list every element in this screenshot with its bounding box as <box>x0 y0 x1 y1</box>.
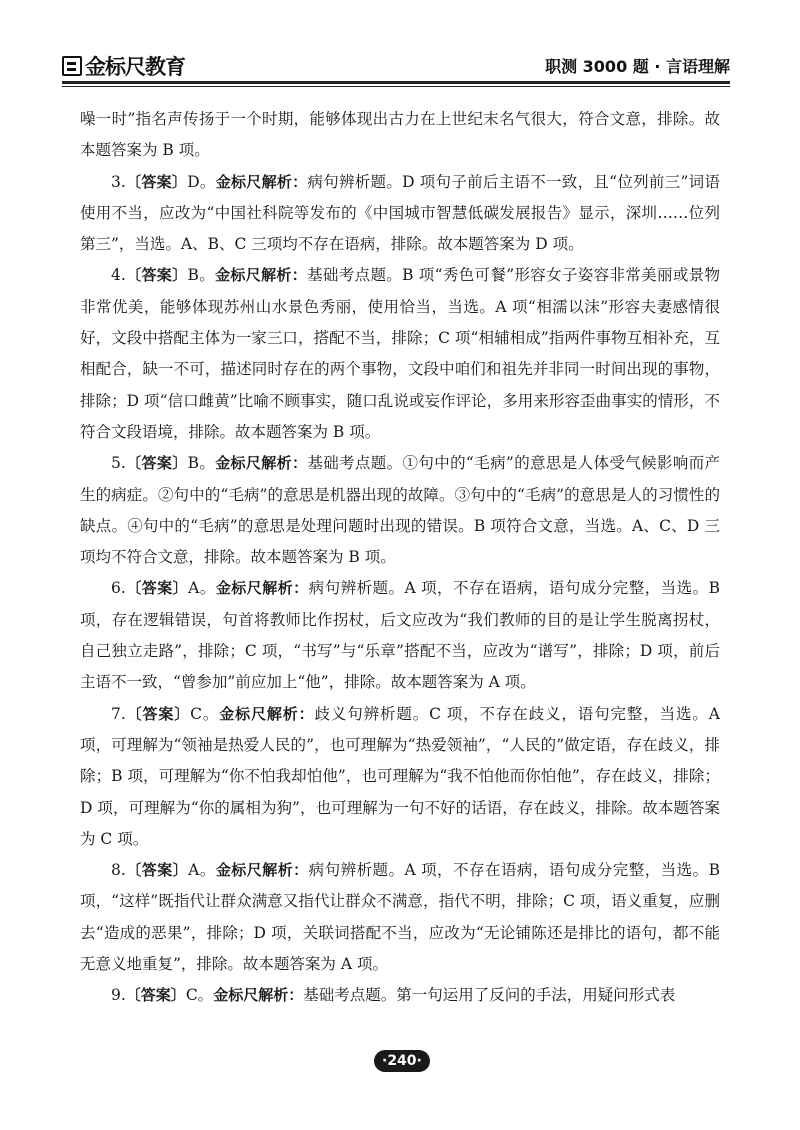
analysis-text: 病句辨析题。D 项句子前后主语不一致，且“位列前三”词语使用不当，应改为“中国社科院等发布的《中国城市智慧低碳发展报告》显示，深圳……位列第三”，当选。A、B、C 三项均不存在语病，排除。故本题答案为 D 项。 <box>80 172 720 254</box>
analysis-label: 金标尺解析： <box>215 266 308 285</box>
header-rule-thin <box>62 86 730 87</box>
answer-item-8 <box>80 855 720 980</box>
answer-letter: C。 <box>190 704 220 723</box>
item-number: 4. <box>111 266 126 285</box>
answer-tag: 〔答案〕 <box>125 861 189 880</box>
publisher-logo <box>62 51 185 81</box>
analysis-text: 病句辨析题。A 项，不存在语病，语句成分完整，当选。B 项，存在逻辑错误，句首将教师比作拐杖，后文应改为“我们教师的目的是让学生脱离拐杖，自己独立走路”，排除；C 项，“书写”与“乐章”搭配不当，应改为“谱写”，排除；D 项，前后主语不一致，“曾参加”前应加上“他”，排除。故本题答案为 A 项。 <box>80 579 720 692</box>
analysis-label: 金标尺解析： <box>215 454 308 473</box>
header-rule <box>62 81 730 84</box>
answer-letter: A。 <box>188 579 216 598</box>
answer-item-5 <box>80 448 720 573</box>
continued-paragraph: 噪一时”指名声传扬于一个时期，能够体现出古力在上世纪末名气很大，符合文意，排除。故本题答案为 B 项。 <box>80 110 720 160</box>
answer-letter: D。 <box>187 172 216 191</box>
answer-letter: C。 <box>185 986 214 1005</box>
answer-item-9 <box>80 980 720 1011</box>
answer-item-7 <box>80 699 720 855</box>
logo-text: 金标尺教育 <box>85 55 185 79</box>
analysis-label: 金标尺解析： <box>219 704 315 723</box>
item-number: 5. <box>111 454 126 473</box>
logo-mark-icon <box>62 56 82 76</box>
answer-letter: B。 <box>187 454 216 473</box>
answer-tag: 〔答案〕 <box>125 986 186 1005</box>
item-number: 6. <box>111 579 126 598</box>
analysis-label: 金标尺解析： <box>213 986 304 1005</box>
answer-tag: 〔答案〕 <box>125 454 188 473</box>
answer-tag: 〔答案〕 <box>125 266 188 285</box>
analysis-label: 金标尺解析： <box>215 172 308 191</box>
answer-tag: 〔答案〕 <box>125 172 188 191</box>
analysis-text: 歧义句辨析题。C 项，不存在歧义，语句完整，当选。A 项，可理解为“领袖是热爱人民的”，也可理解为“热爱领袖”，“人民的”做定语，存在歧义，排除；B 项，可理解为“你不怕我却怕他”，也可理解为“我不怕他而你怕他”，存在歧义，排除；D 项，可理解为“你的属相为狗”，也可理解为一句不好的话语，存在歧义，排除。故本题答案为 C 项。 <box>80 704 720 848</box>
answer-item-4 <box>80 260 720 448</box>
answer-tag: 〔答案〕 <box>125 579 189 598</box>
analysis-text: 基础考点题。①句中的“毛病”的意思是人体受气候影响而产生的病症。②句中的“毛病”的意思是机器出现的故障。③句中的“毛病”的意思是人的习惯性的缺点。④句中的“毛病”的意思是处理问题时出现的错误。B 项符合文意，当选。A、C、D 三项均不符合文意，排除。故本题答案为 B 项。 <box>80 454 720 567</box>
item-number: 8. <box>111 861 126 880</box>
analysis-label: 金标尺解析： <box>215 579 309 598</box>
item-number: 3. <box>111 172 126 191</box>
page-number: ·240· <box>374 1050 430 1072</box>
analysis-text: 病句辨析题。A 项，不存在语病，语句成分完整，当选。B 项，“这样”既指代让群众满意又指代让群众不满意，指代不明，排除；C 项，语义重复，应删去“造成的恶果”，排除；D 项，关联词搭配不当，应改为“无论铺陈还是排比的语句，都不能无意义地重复”，排除。故本题答案为 A 项。 <box>80 861 720 974</box>
answer-item-6 <box>80 573 720 698</box>
analysis-label: 金标尺解析： <box>215 861 309 880</box>
answer-letter: A。 <box>188 861 216 880</box>
analysis-text: 基础考点题。第一句运用了反问的手法，用疑问形式表 <box>303 986 676 1005</box>
answer-tag: 〔答案〕 <box>125 704 191 723</box>
page-content <box>80 104 720 1012</box>
page-header <box>62 45 730 85</box>
item-number: 9. <box>111 986 126 1005</box>
answer-letter: B。 <box>187 266 216 285</box>
analysis-text: 基础考点题。B 项“秀色可餐”形容女子姿容非常美丽或景物非常优美，能够体现苏州山水景色秀丽，使用恰当，当选。A 项“相濡以沫”形容夫妻感情很好，文段中搭配主体为一家三口，搭配不当，排除；C 项“相辅相成”指两件事物互相补充，互相配合，缺一不可，描述同时存在的两个事物，文段中咱们和祖先并非同一时间出现的事物，排除；D 项“信口雌黄”比喻不顾事实，随口乱说或妄作评论，多用来形容歪曲事实的情形，不符合文段语境，排除。故本题答案为 B 项。 <box>80 266 721 441</box>
answer-item-3 <box>80 167 720 261</box>
item-number: 7. <box>111 704 126 723</box>
book-title: 职测 3000 题 · 言语理解 <box>545 57 730 76</box>
